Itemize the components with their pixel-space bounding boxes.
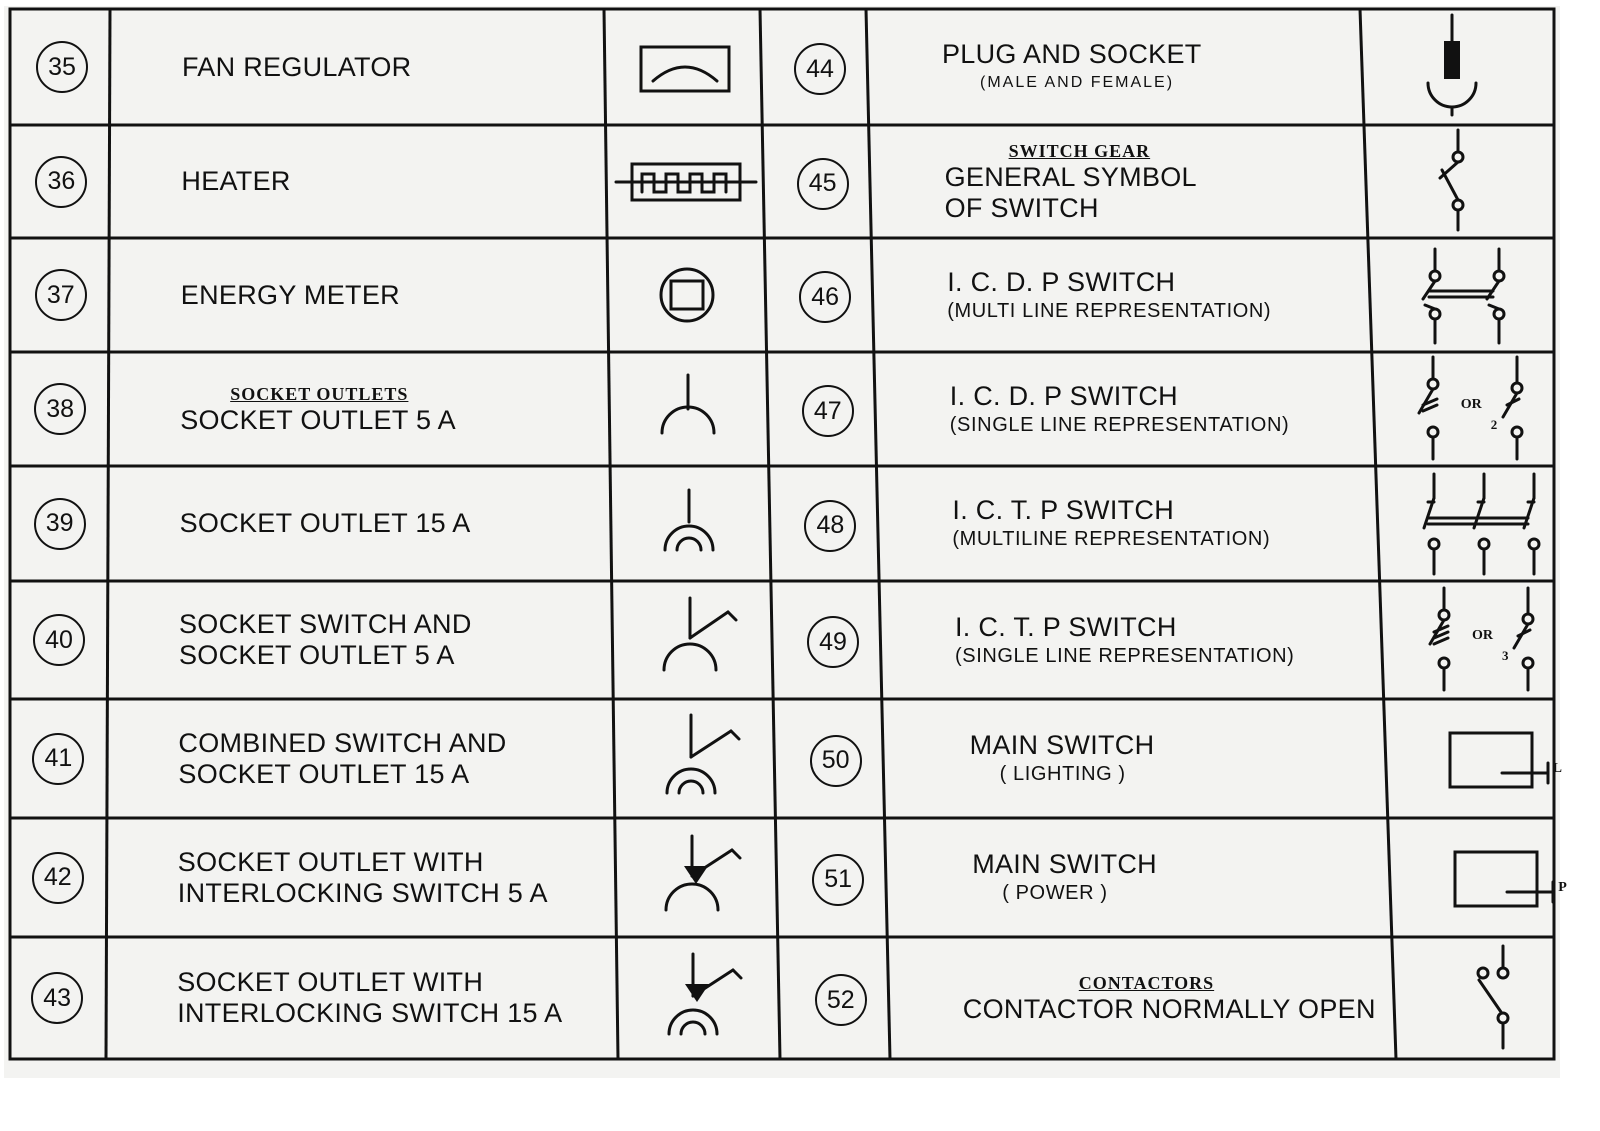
item-description [178, 699, 598, 818]
item-label-line: SOCKET OUTLET 5 A [179, 640, 455, 670]
item-description [963, 937, 1383, 1059]
section-header: SWITCH GEAR [1008, 140, 1151, 161]
plug-and-socket-icon [1372, 11, 1532, 123]
item-label-line: SOCKET OUTLET 5 A [180, 404, 456, 435]
item-label-line: I. C. T. P SWITCH [955, 611, 1177, 642]
item-number-badge: 45 [797, 158, 849, 210]
item-label-line: MAIN SWITCH [969, 730, 1155, 760]
item-description [181, 125, 601, 238]
item-sublabel: (MULTI LINE REPRESENTATION) [947, 299, 1272, 322]
item-number-badge: 49 [807, 616, 859, 668]
item-label-line: SOCKET SWITCH AND [179, 609, 472, 639]
item-sublabel: (SINGLE LINE REPRESENTATION) [955, 644, 1295, 667]
interlocking-switch-5a-icon [612, 822, 772, 934]
contactor-normally-open-icon [1417, 942, 1577, 1054]
item-description [960, 818, 1380, 937]
or-label: OR [1472, 628, 1493, 643]
item-label-line: FAN REGULATOR [182, 51, 412, 82]
item-label-line: I. C. D. P SWITCH [947, 266, 1176, 297]
item-description [942, 9, 1362, 125]
general-switch-icon [1378, 126, 1538, 238]
item-number-badge: 38 [34, 383, 86, 435]
item-description [950, 352, 1370, 466]
energy-meter-icon [607, 239, 767, 351]
item-description [178, 818, 598, 937]
icdp-multiline-icon [1383, 239, 1543, 351]
item-number-badge: 46 [799, 271, 851, 323]
section-header: CONTACTORS [1078, 972, 1215, 993]
icdp-single-line-icon [1389, 353, 1549, 465]
item-label-line: INTERLOCKING SWITCH 5 A [177, 877, 548, 908]
section-header: SOCKET OUTLETS [230, 383, 409, 404]
item-label-line: SOCKET OUTLET WITH [177, 967, 484, 997]
heater-icon [606, 126, 766, 238]
or-label: OR [1460, 397, 1482, 412]
switch-tag-label: P [1558, 879, 1567, 895]
item-description [947, 238, 1367, 352]
item-description [952, 466, 1372, 581]
item-number-badge: 39 [34, 498, 86, 550]
main-switch-power-icon [1411, 822, 1571, 934]
switch-tag-label: L [1552, 760, 1562, 776]
item-label-line: I. C. T. P SWITCH [952, 495, 1175, 525]
fan-regulator-icon [605, 11, 765, 123]
item-number-badge: 44 [794, 43, 846, 95]
item-description [180, 352, 600, 466]
item-label-line: SOCKET OUTLET 15 A [179, 508, 471, 538]
item-description [945, 125, 1365, 238]
item-label-line: SOCKET OUTLET 15 A [178, 758, 470, 789]
item-number-badge: 41 [32, 733, 84, 785]
item-number-badge: 50 [810, 735, 862, 787]
item-label-line: MAIN SWITCH [972, 849, 1157, 879]
item-description [955, 581, 1375, 699]
item-label-line: COMBINED SWITCH AND [178, 727, 507, 758]
interlocking-switch-15a-icon [613, 942, 773, 1054]
socket-outlet-5a-icon [608, 353, 768, 465]
item-number-badge: 37 [35, 269, 87, 321]
item-label-line: HEATER [181, 166, 291, 196]
pole-count-label: 3 [1502, 648, 1509, 663]
item-sublabel: ( LIGHTING ) [999, 763, 1126, 785]
item-number-badge: 43 [31, 972, 83, 1024]
socket-outlet-15a-icon [609, 468, 769, 580]
pole-count-label: 2 [1490, 417, 1498, 432]
main-switch-lighting-icon [1406, 703, 1566, 815]
item-label-line: ENERGY METER [180, 279, 400, 310]
item-number-badge: 35 [36, 41, 88, 93]
item-description [179, 581, 599, 699]
item-number-badge: 42 [32, 852, 84, 904]
item-label-line: I. C. D. P SWITCH [949, 380, 1178, 411]
item-label-line: PLUG AND SOCKET [942, 38, 1202, 69]
item-number-badge: 48 [804, 500, 856, 552]
item-sublabel: ( POWER ) [1002, 882, 1108, 904]
item-label-line: GENERAL SYMBOL [944, 161, 1197, 192]
ictp-single-line-icon [1400, 584, 1560, 696]
item-label-line: SOCKET OUTLET WITH [177, 846, 484, 877]
item-number-badge: 51 [812, 854, 864, 906]
item-sublabel: (MALE AND FEMALE) [980, 73, 1175, 91]
item-number-badge: 52 [815, 974, 867, 1026]
item-label-line: CONTACTOR NORMALLY OPEN [962, 993, 1376, 1024]
item-description [180, 466, 600, 581]
item-number-badge: 47 [802, 385, 854, 437]
socket-switch-5a-icon [610, 584, 770, 696]
item-description [181, 238, 601, 352]
item-label-line: OF SWITCH [944, 192, 1099, 223]
item-sublabel: (MULTILINE REPRESENTATION) [952, 528, 1271, 550]
item-description [177, 937, 597, 1059]
combined-switch-15a-icon [611, 703, 771, 815]
item-number-badge: 36 [35, 156, 87, 208]
item-label-line: INTERLOCKING SWITCH 15 A [177, 998, 563, 1028]
ictp-multiline-icon [1394, 468, 1554, 580]
item-number-badge: 40 [33, 614, 85, 666]
item-sublabel: (SINGLE LINE REPRESENTATION) [949, 413, 1290, 436]
item-description [182, 9, 602, 125]
item-description [958, 699, 1378, 818]
